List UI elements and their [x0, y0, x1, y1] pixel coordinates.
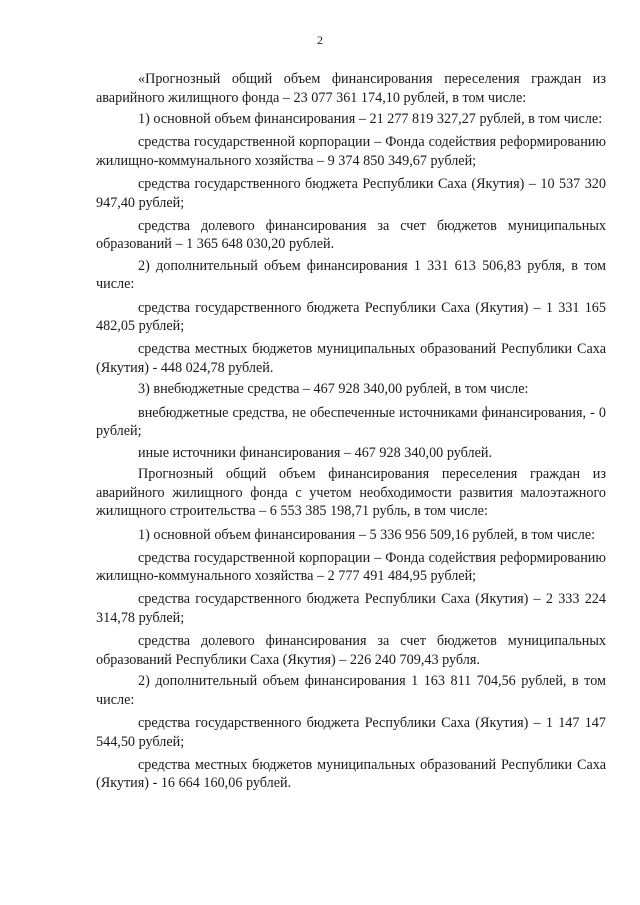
page-number: 2 [317, 33, 323, 47]
paragraph: 2) дополнительный объем финансирования 1 163 811 704,56 рублей, в том числе: [96, 673, 606, 708]
paragraph: 1) основной объем финансирования – 21 277 819 327,27 рублей, в том числе: [138, 111, 603, 128]
paragraph: средства долевого финансирования за счет бюджетов муниципальных образований Республики Саха (Якутия) – 226 240 709,43 рубля. [96, 633, 606, 668]
paragraph: средства государственной корпорации – Фонда содействия реформированию жилищно-коммунального хозяйства – 9 374 850 349,67 рублей; [96, 134, 606, 169]
document-body [96, 70, 606, 793]
paragraph: средства местных бюджетов муниципальных образований Республики Саха (Якутия) - 448 024,78 рублей. [96, 341, 606, 376]
paragraph: 2) дополнительный объем финансирования 1 331 613 506,83 рубля, в том числе: [96, 257, 606, 293]
paragraph: средства долевого финансирования за счет бюджетов муниципальных образований – 1 365 648 030,20 рублей. [96, 217, 606, 253]
paragraph: средства государственного бюджета Республики Саха (Якутия) – 1 331 165 482,05 рублей; [96, 299, 606, 335]
paragraph: средства государственной корпорации – Фонда содействия реформированию жилищно-коммунального хозяйства – 2 777 491 484,95 рублей; [96, 549, 606, 585]
paragraph: внебюджетные средства, не обеспеченные источниками финансирования, - 0 рублей; [96, 404, 606, 440]
paragraph: средства государственного бюджета Республики Саха (Якутия) – 1 147 147 544,50 рублей; [96, 714, 606, 750]
paragraph: Прогнозный общий объем финансирования переселения граждан из аварийного жилищного фонда с учетом необходимости развития малоэтажного жилищного строительства – 6 553 385 198,71 рубль, в том числе: [96, 466, 606, 520]
paragraph: 1) основной объем финансирования – 5 336 956 509,16 рублей, в том числе: [138, 526, 596, 543]
paragraph: средства местных бюджетов муниципальных образований Республики Саха (Якутия) - 16 664 160,06 рублей. [96, 756, 606, 792]
paragraph: «Прогнозный общий объем финансирования переселения граждан из аварийного жилищного фонда – 23 077 361 174,10 рублей, в том числе: [96, 71, 606, 106]
paragraph: 3) внебюджетные средства – 467 928 340,00 рублей, в том числе: [138, 381, 529, 398]
paragraph: иные источники финансирования – 467 928 340,00 рублей. [138, 444, 493, 461]
paragraph: средства государственного бюджета Республики Саха (Якутия) – 10 537 320 947,40 рублей; [96, 175, 606, 211]
paragraph: средства государственного бюджета Республики Саха (Якутия) – 2 333 224 314,78 рублей; [96, 591, 606, 626]
